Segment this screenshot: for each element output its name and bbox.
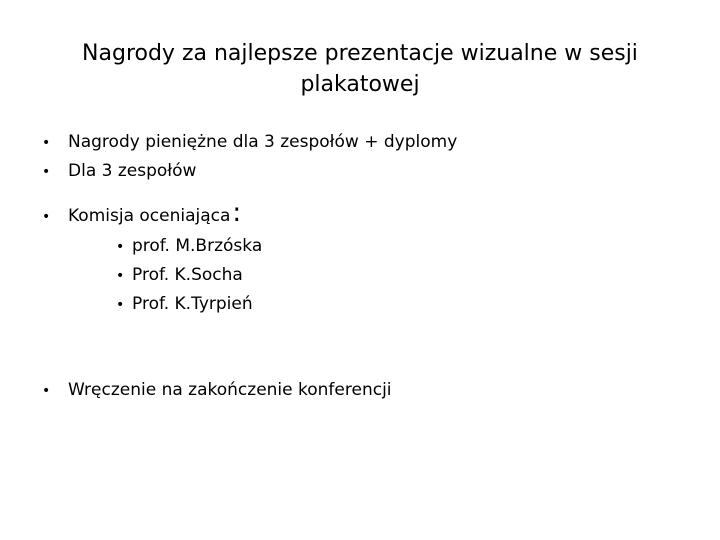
sub-bullet-member-2 [116, 264, 243, 287]
sub-bullet-marker: • [116, 297, 125, 313]
bullet-item-three-teams [42, 160, 196, 183]
bullet-marker: • [42, 383, 51, 399]
member-name: Prof. K.Socha [132, 265, 243, 285]
bullet-marker: • [42, 164, 51, 180]
sub-bullet-marker: • [116, 239, 125, 255]
bullet-text: Komisja oceniająca [68, 206, 231, 226]
sub-bullet-member-1 [116, 235, 262, 258]
bullet-marker: • [42, 209, 51, 225]
sub-bullet-marker: • [116, 268, 125, 284]
bullet-item-award-ceremony [42, 379, 392, 402]
sub-bullet-member-3 [116, 293, 253, 316]
bullet-text: Dla 3 zespołów [68, 161, 197, 181]
slide-title: Nagrody za najlepsze prezentacje wizualne w sesji plakatowej [82, 41, 638, 97]
member-name: Prof. K.Tyrpień [132, 294, 253, 314]
bullet-colon: : [232, 198, 242, 228]
bullet-item-cash-prizes [42, 131, 457, 154]
member-name: prof. M.Brzóska [132, 236, 263, 256]
bullet-item-commission [42, 198, 242, 228]
bullet-marker: • [42, 135, 51, 151]
bullet-text: Nagrody pieniężne dla 3 zespołów + dyplomy [68, 132, 458, 152]
bullet-text: Wręczenie na zakończenie konferencji [68, 380, 392, 400]
